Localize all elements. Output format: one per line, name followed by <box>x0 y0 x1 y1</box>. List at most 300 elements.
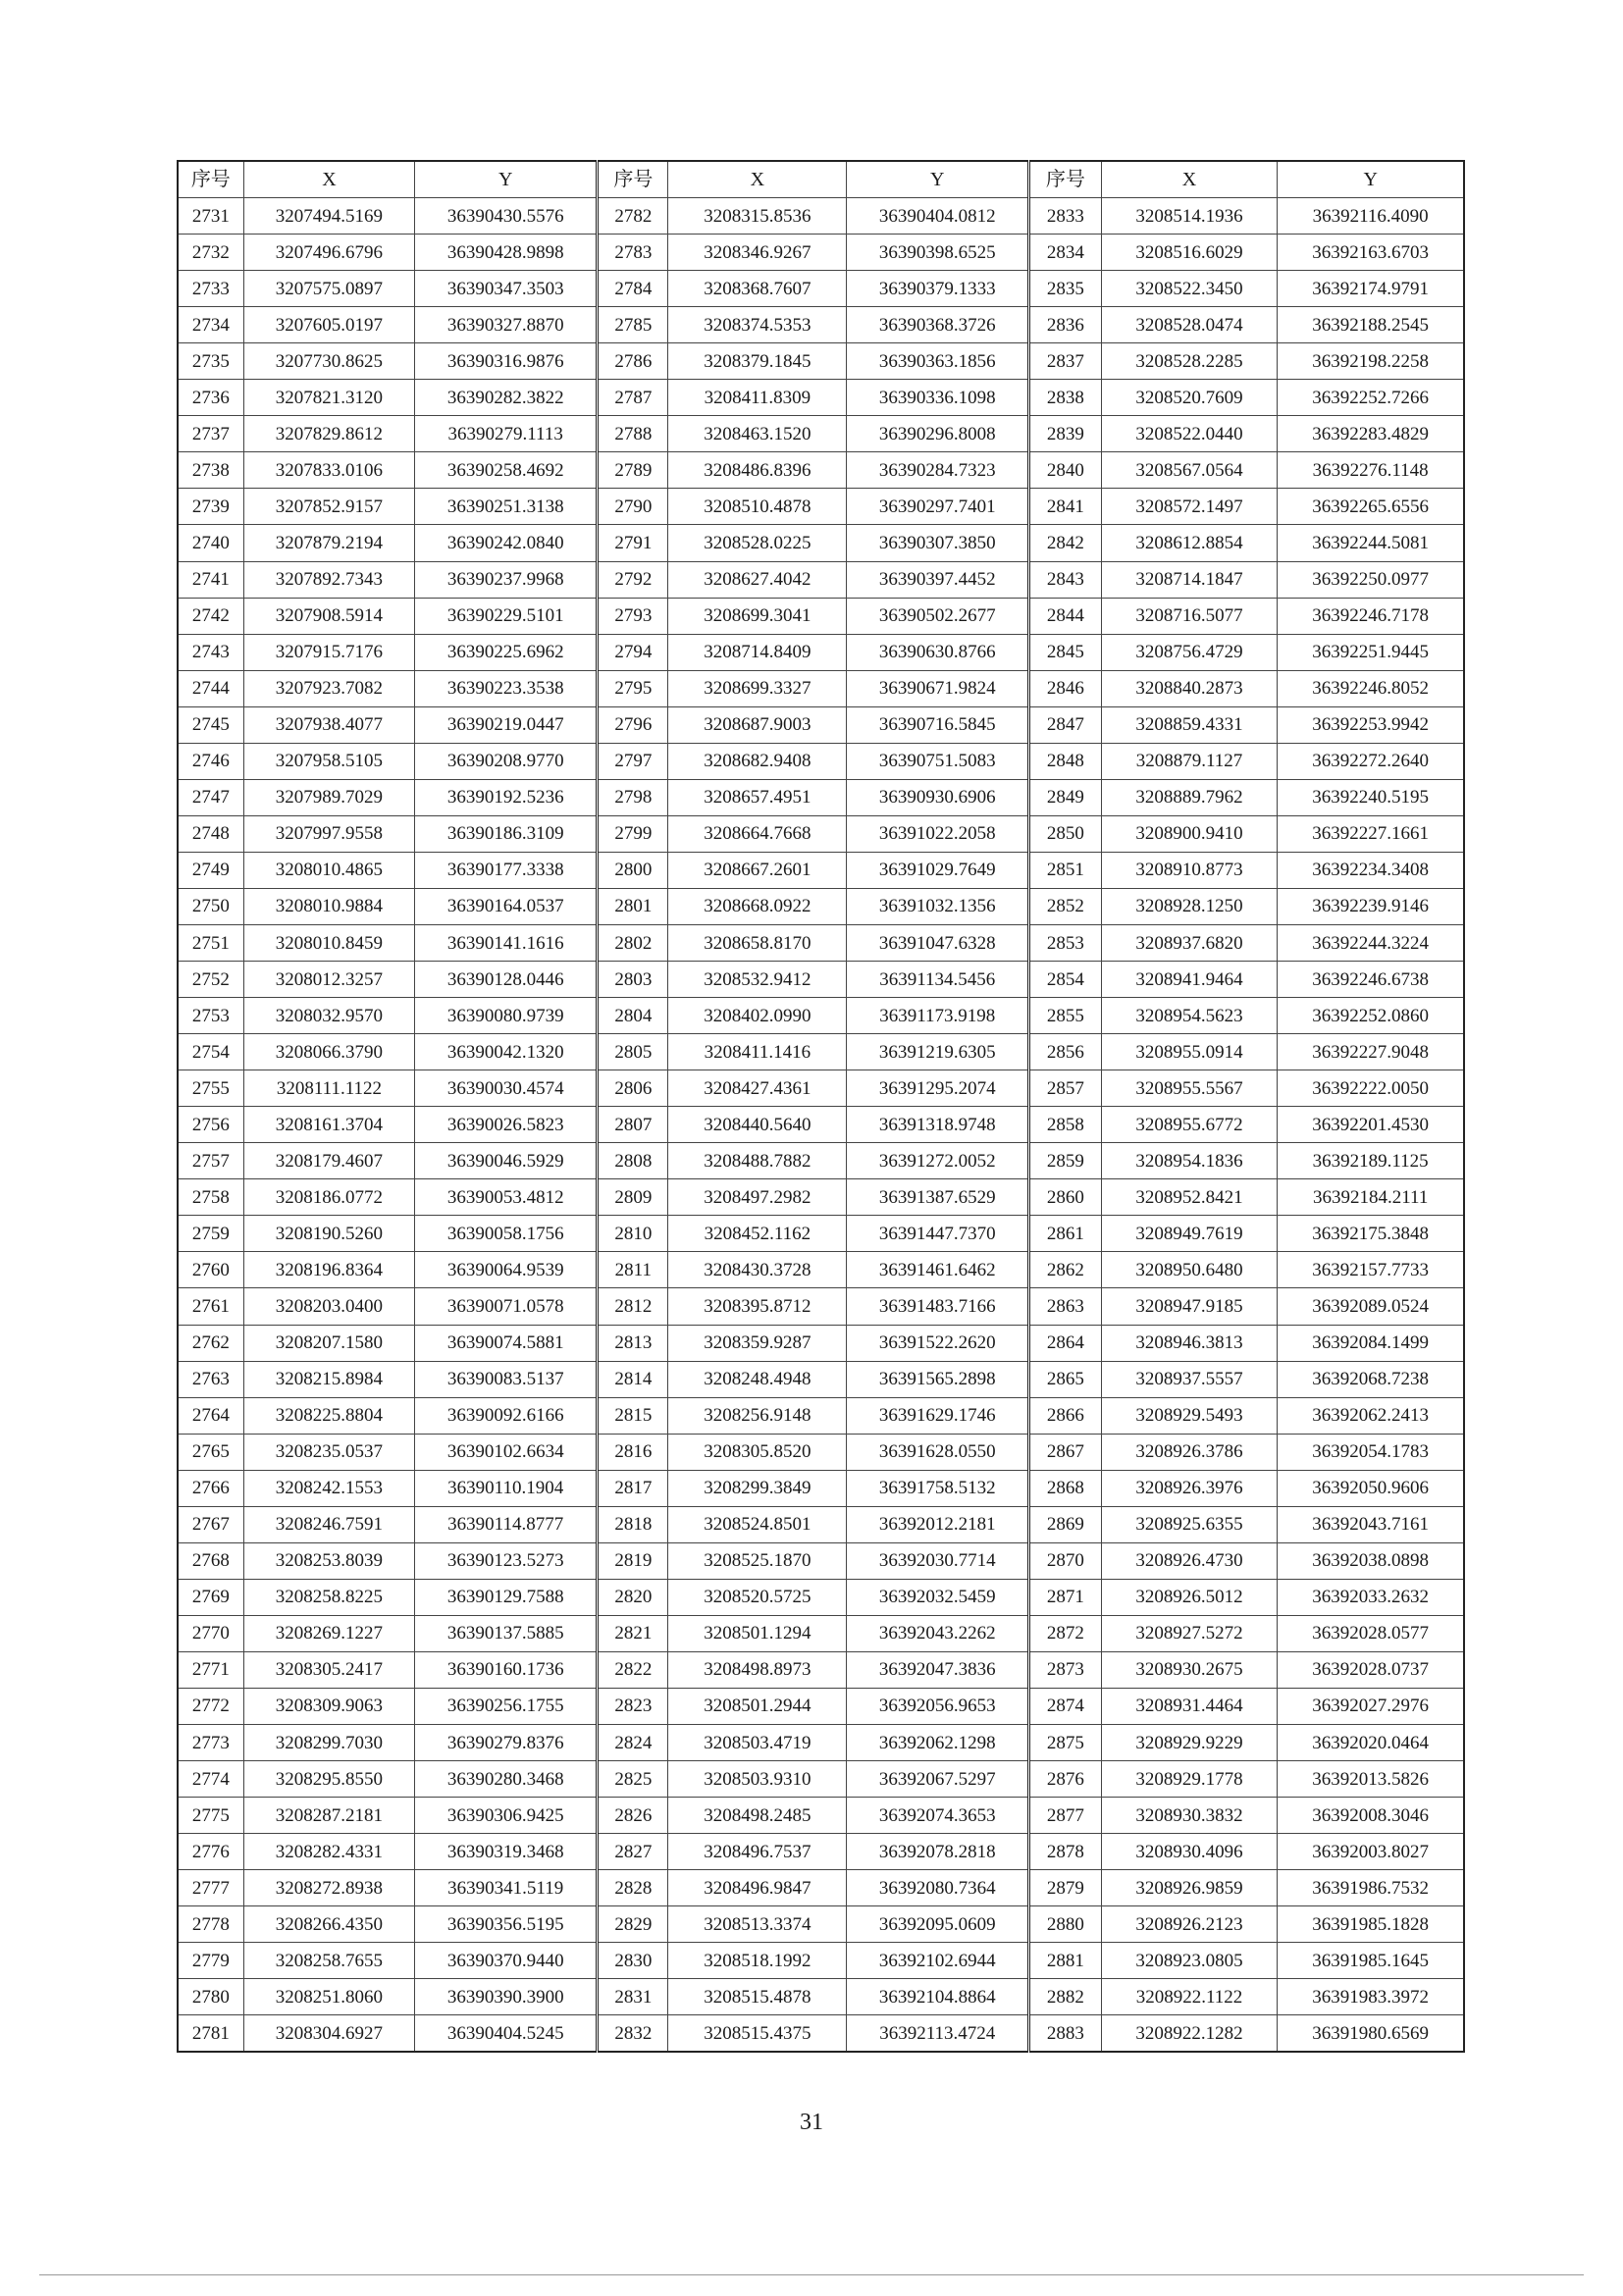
cell-x: 3208010.9884 <box>243 888 415 924</box>
cell-y: 36390716.5845 <box>847 706 1029 743</box>
cell-y: 36391134.5456 <box>847 962 1029 998</box>
cell-y: 36390092.6166 <box>415 1397 598 1434</box>
cell-y: 36392246.8052 <box>1278 670 1464 706</box>
cell-index: 2878 <box>1029 1834 1101 1870</box>
cell-index: 2781 <box>178 2015 243 2053</box>
cell-index: 2854 <box>1029 962 1101 998</box>
cell-y: 36390129.7588 <box>415 1579 598 1615</box>
cell-x: 3208687.9003 <box>668 706 847 743</box>
header-x: X <box>668 161 847 198</box>
cell-x: 3208304.6927 <box>243 2015 415 2053</box>
cell-x: 3208955.5567 <box>1101 1070 1278 1107</box>
table-row <box>178 1943 1464 1979</box>
cell-y: 36390186.3109 <box>415 815 598 852</box>
table-row <box>178 1470 1464 1506</box>
cell-x: 3207879.2194 <box>243 525 415 561</box>
table-row <box>178 1325 1464 1361</box>
cell-index: 2797 <box>598 743 668 779</box>
cell-index: 2783 <box>598 235 668 271</box>
cell-y: 36392104.8864 <box>847 1979 1029 2015</box>
cell-y: 36391983.3972 <box>1278 1979 1464 2015</box>
cell-y: 36392028.0737 <box>1278 1651 1464 1688</box>
table-row <box>178 1906 1464 1943</box>
cell-x: 3208066.3790 <box>243 1034 415 1070</box>
cell-index: 2765 <box>178 1434 243 1470</box>
cell-x: 3208513.3374 <box>668 1906 847 1943</box>
cell-x: 3208567.0564 <box>1101 452 1278 489</box>
cell-index: 2753 <box>178 998 243 1034</box>
cell-index: 2785 <box>598 307 668 343</box>
cell-x: 3208207.1580 <box>243 1325 415 1361</box>
cell-y: 36390630.8766 <box>847 634 1029 670</box>
cell-y: 36392033.2632 <box>1278 1579 1464 1615</box>
cell-y: 36392028.0577 <box>1278 1615 1464 1651</box>
table-row <box>178 1143 1464 1179</box>
cell-x: 3208714.1847 <box>1101 561 1278 598</box>
cell-index: 2859 <box>1029 1143 1101 1179</box>
header-index: 序号 <box>1029 161 1101 198</box>
cell-y: 36390327.8870 <box>415 307 598 343</box>
table-row <box>178 852 1464 888</box>
cell-index: 2873 <box>1029 1651 1101 1688</box>
cell-y: 36390225.6962 <box>415 634 598 670</box>
cell-y: 36390071.0578 <box>415 1288 598 1325</box>
cell-y: 36392272.2640 <box>1278 743 1464 779</box>
table-body <box>178 198 1464 2053</box>
cell-y: 36392252.0860 <box>1278 998 1464 1034</box>
cell-x: 3208497.2982 <box>668 1179 847 1216</box>
cell-x: 3208256.9148 <box>668 1397 847 1434</box>
cell-x: 3208922.1282 <box>1101 2015 1278 2053</box>
cell-y: 36392047.3836 <box>847 1651 1029 1688</box>
cell-x: 3208930.4096 <box>1101 1834 1278 1870</box>
cell-index: 2782 <box>598 198 668 235</box>
cell-y: 36391272.0052 <box>847 1143 1029 1179</box>
cell-y: 36392080.7364 <box>847 1870 1029 1906</box>
cell-x: 3207829.8612 <box>243 416 415 452</box>
cell-y: 36390390.3900 <box>415 1979 598 2015</box>
table-row <box>178 962 1464 998</box>
cell-x: 3208309.9063 <box>243 1688 415 1724</box>
cell-y: 36392038.0898 <box>1278 1542 1464 1579</box>
cell-y: 36390237.9968 <box>415 561 598 598</box>
cell-index: 2743 <box>178 634 243 670</box>
cell-x: 3208498.2485 <box>668 1798 847 1834</box>
cell-x: 3208452.1162 <box>668 1216 847 1252</box>
cell-x: 3208248.4948 <box>668 1361 847 1397</box>
cell-y: 36392013.5826 <box>1278 1761 1464 1798</box>
table-row <box>178 235 1464 271</box>
cell-x: 3208929.1778 <box>1101 1761 1278 1798</box>
cell-y: 36391447.7370 <box>847 1216 1029 1252</box>
cell-index: 2813 <box>598 1325 668 1361</box>
cell-x: 3208927.5272 <box>1101 1615 1278 1651</box>
cell-index: 2787 <box>598 380 668 416</box>
cell-y: 36390058.1756 <box>415 1216 598 1252</box>
cell-x: 3208889.7962 <box>1101 779 1278 815</box>
cell-index: 2798 <box>598 779 668 815</box>
table-row <box>178 815 1464 852</box>
cell-index: 2850 <box>1029 815 1101 852</box>
cell-y: 36392189.1125 <box>1278 1143 1464 1179</box>
cell-y: 36390341.5119 <box>415 1870 598 1906</box>
cell-x: 3208926.5012 <box>1101 1579 1278 1615</box>
cell-index: 2750 <box>178 888 243 924</box>
table-row <box>178 452 1464 489</box>
header-y: Y <box>1278 161 1464 198</box>
cell-x: 3208929.9229 <box>1101 1725 1278 1761</box>
cell-x: 3208928.1250 <box>1101 888 1278 924</box>
cell-x: 3208368.7607 <box>668 271 847 307</box>
cell-x: 3208699.3327 <box>668 670 847 706</box>
cell-y: 36392113.4724 <box>847 2015 1029 2053</box>
cell-y: 36390404.5245 <box>415 2015 598 2053</box>
cell-x: 3208496.9847 <box>668 1870 847 1906</box>
cell-x: 3208946.3813 <box>1101 1325 1278 1361</box>
cell-y: 36390502.2677 <box>847 598 1029 634</box>
cell-y: 36390064.9539 <box>415 1252 598 1288</box>
cell-x: 3208716.5077 <box>1101 598 1278 634</box>
cell-index: 2870 <box>1029 1542 1101 1579</box>
cell-index: 2754 <box>178 1034 243 1070</box>
cell-x: 3208515.4375 <box>668 2015 847 2053</box>
cell-x: 3208510.4878 <box>668 489 847 525</box>
cell-index: 2867 <box>1029 1434 1101 1470</box>
cell-index: 2815 <box>598 1397 668 1434</box>
cell-index: 2810 <box>598 1216 668 1252</box>
cell-x: 3207852.9157 <box>243 489 415 525</box>
cell-x: 3208501.2944 <box>668 1688 847 1724</box>
cell-y: 36391173.9198 <box>847 998 1029 1034</box>
cell-index: 2757 <box>178 1143 243 1179</box>
cell-y: 36390306.9425 <box>415 1798 598 1834</box>
cell-y: 36392102.6944 <box>847 1943 1029 1979</box>
cell-y: 36391628.0550 <box>847 1434 1029 1470</box>
table-row <box>178 1252 1464 1288</box>
cell-index: 2819 <box>598 1542 668 1579</box>
cell-x: 3207605.0197 <box>243 307 415 343</box>
table-row <box>178 1798 1464 1834</box>
table-row <box>178 1361 1464 1397</box>
cell-index: 2745 <box>178 706 243 743</box>
cell-y: 36392244.5081 <box>1278 525 1464 561</box>
cell-index: 2761 <box>178 1288 243 1325</box>
cell-index: 2762 <box>178 1325 243 1361</box>
cell-y: 36390102.6634 <box>415 1434 598 1470</box>
table-row <box>178 1579 1464 1615</box>
cell-y: 36390223.3538 <box>415 670 598 706</box>
cell-x: 3208295.8550 <box>243 1761 415 1798</box>
cell-x: 3208954.1836 <box>1101 1143 1278 1179</box>
cell-x: 3208756.4729 <box>1101 634 1278 670</box>
cell-x: 3207892.7343 <box>243 561 415 598</box>
cell-x: 3208379.1845 <box>668 343 847 380</box>
cell-index: 2824 <box>598 1725 668 1761</box>
cell-x: 3208402.0990 <box>668 998 847 1034</box>
cell-index: 2861 <box>1029 1216 1101 1252</box>
cell-index: 2874 <box>1029 1688 1101 1724</box>
cell-index: 2831 <box>598 1979 668 2015</box>
cell-index: 2740 <box>178 525 243 561</box>
cell-x: 3208522.0440 <box>1101 416 1278 452</box>
cell-x: 3208657.4951 <box>668 779 847 815</box>
cell-index: 2792 <box>598 561 668 598</box>
cell-x: 3208524.8501 <box>668 1506 847 1542</box>
cell-index: 2829 <box>598 1906 668 1943</box>
table-row <box>178 1725 1464 1761</box>
cell-index: 2784 <box>598 271 668 307</box>
cell-y: 36392020.0464 <box>1278 1725 1464 1761</box>
cell-x: 3208954.5623 <box>1101 998 1278 1034</box>
cell-y: 36392265.6556 <box>1278 489 1464 525</box>
cell-y: 36392252.7266 <box>1278 380 1464 416</box>
cell-x: 3208440.5640 <box>668 1107 847 1143</box>
cell-y: 36390251.3138 <box>415 489 598 525</box>
cell-y: 36390110.1904 <box>415 1470 598 1506</box>
cell-y: 36390316.9876 <box>415 343 598 380</box>
cell-x: 3208503.9310 <box>668 1761 847 1798</box>
cell-index: 2796 <box>598 706 668 743</box>
cell-x: 3207938.4077 <box>243 706 415 743</box>
cell-y: 36390160.1736 <box>415 1651 598 1688</box>
cell-y: 36392174.9791 <box>1278 271 1464 307</box>
cell-y: 36392089.0524 <box>1278 1288 1464 1325</box>
table-row <box>178 1688 1464 1724</box>
cell-index: 2882 <box>1029 1979 1101 2015</box>
cell-x: 3208010.8459 <box>243 924 415 961</box>
cell-x: 3208374.5353 <box>668 307 847 343</box>
cell-x: 3208925.6355 <box>1101 1506 1278 1542</box>
table-row <box>178 888 1464 924</box>
cell-y: 36392234.3408 <box>1278 852 1464 888</box>
cell-y: 36392043.2262 <box>847 1615 1029 1651</box>
cell-index: 2875 <box>1029 1725 1101 1761</box>
cell-y: 36392012.2181 <box>847 1506 1029 1542</box>
cell-y: 36392246.7178 <box>1278 598 1464 634</box>
cell-y: 36391565.2898 <box>847 1361 1029 1397</box>
cell-index: 2851 <box>1029 852 1101 888</box>
cell-x: 3208937.6820 <box>1101 924 1278 961</box>
cell-y: 36390164.0537 <box>415 888 598 924</box>
cell-index: 2855 <box>1029 998 1101 1034</box>
page-number: 31 <box>800 2110 823 2135</box>
cell-index: 2864 <box>1029 1325 1101 1361</box>
cell-x: 3208627.4042 <box>668 561 847 598</box>
cell-y: 36391032.1356 <box>847 888 1029 924</box>
cell-index: 2746 <box>178 743 243 779</box>
cell-index: 2814 <box>598 1361 668 1397</box>
cell-x: 3208930.3832 <box>1101 1798 1278 1834</box>
cell-x: 3208258.7655 <box>243 1943 415 1979</box>
cell-y: 36391022.2058 <box>847 815 1029 852</box>
cell-y: 36392056.9653 <box>847 1688 1029 1724</box>
cell-y: 36391985.1828 <box>1278 1906 1464 1943</box>
header-y: Y <box>847 161 1029 198</box>
cell-x: 3208922.1122 <box>1101 1979 1278 2015</box>
cell-y: 36392227.1661 <box>1278 815 1464 852</box>
cell-y: 36390428.9898 <box>415 235 598 271</box>
cell-x: 3207730.8625 <box>243 343 415 380</box>
cell-index: 2863 <box>1029 1288 1101 1325</box>
cell-y: 36391629.1746 <box>847 1397 1029 1434</box>
cell-y: 36390208.9770 <box>415 743 598 779</box>
cell-y: 36390430.5576 <box>415 198 598 235</box>
cell-index: 2817 <box>598 1470 668 1506</box>
cell-index: 2853 <box>1029 924 1101 961</box>
cell-y: 36390026.5823 <box>415 1107 598 1143</box>
cell-x: 3208346.9267 <box>668 235 847 271</box>
cell-x: 3208501.1294 <box>668 1615 847 1651</box>
cell-index: 2838 <box>1029 380 1101 416</box>
cell-index: 2790 <box>598 489 668 525</box>
table-row <box>178 2015 1464 2053</box>
cell-index: 2776 <box>178 1834 243 1870</box>
cell-y: 36392032.5459 <box>847 1579 1029 1615</box>
cell-y: 36392043.7161 <box>1278 1506 1464 1542</box>
cell-index: 2881 <box>1029 1943 1101 1979</box>
cell-index: 2771 <box>178 1651 243 1688</box>
table-row <box>178 998 1464 1034</box>
cell-x: 3208411.1416 <box>668 1034 847 1070</box>
cell-x: 3207915.7176 <box>243 634 415 670</box>
cell-index: 2842 <box>1029 525 1101 561</box>
table-row <box>178 1870 1464 1906</box>
cell-index: 2731 <box>178 198 243 235</box>
cell-x: 3207821.3120 <box>243 380 415 416</box>
cell-y: 36390751.5083 <box>847 743 1029 779</box>
cell-y: 36390930.6906 <box>847 779 1029 815</box>
cell-index: 2775 <box>178 1798 243 1834</box>
cell-index: 2748 <box>178 815 243 852</box>
cell-index: 2837 <box>1029 343 1101 380</box>
cell-x: 3208926.4730 <box>1101 1542 1278 1579</box>
cell-y: 36390279.1113 <box>415 416 598 452</box>
cell-index: 2734 <box>178 307 243 343</box>
cell-y: 36390123.5273 <box>415 1542 598 1579</box>
cell-index: 2862 <box>1029 1252 1101 1288</box>
cell-index: 2856 <box>1029 1034 1101 1070</box>
cell-y: 36392175.3848 <box>1278 1216 1464 1252</box>
cell-x: 3208305.2417 <box>243 1651 415 1688</box>
cell-y: 36390141.1616 <box>415 924 598 961</box>
cell-y: 36390074.5881 <box>415 1325 598 1361</box>
cell-index: 2794 <box>598 634 668 670</box>
cell-y: 36392244.3224 <box>1278 924 1464 961</box>
cell-x: 3208572.1497 <box>1101 489 1278 525</box>
bottom-divider <box>39 2274 1584 2275</box>
cell-y: 36392062.1298 <box>847 1725 1029 1761</box>
cell-index: 2769 <box>178 1579 243 1615</box>
cell-x: 3208282.4331 <box>243 1834 415 1870</box>
cell-y: 36390128.0446 <box>415 962 598 998</box>
cell-x: 3208032.9570 <box>243 998 415 1034</box>
cell-y: 36390284.7323 <box>847 452 1029 489</box>
cell-y: 36392116.4090 <box>1278 198 1464 235</box>
table-row <box>178 598 1464 634</box>
table-row <box>178 1434 1464 1470</box>
cell-y: 36391986.7532 <box>1278 1870 1464 1906</box>
cell-y: 36390671.9824 <box>847 670 1029 706</box>
cell-x: 3208503.4719 <box>668 1725 847 1761</box>
cell-x: 3208926.9859 <box>1101 1870 1278 1906</box>
cell-y: 36390137.5885 <box>415 1615 598 1651</box>
cell-index: 2860 <box>1029 1179 1101 1216</box>
cell-x: 3208532.9412 <box>668 962 847 998</box>
cell-index: 2834 <box>1029 235 1101 271</box>
cell-index: 2738 <box>178 452 243 489</box>
cell-index: 2733 <box>178 271 243 307</box>
cell-y: 36392276.1148 <box>1278 452 1464 489</box>
table-row <box>178 1107 1464 1143</box>
cell-index: 2844 <box>1029 598 1101 634</box>
cell-index: 2756 <box>178 1107 243 1143</box>
cell-x: 3208315.8536 <box>668 198 847 235</box>
cell-index: 2742 <box>178 598 243 634</box>
cell-index: 2805 <box>598 1034 668 1070</box>
cell-x: 3208430.3728 <box>668 1252 847 1288</box>
cell-x: 3208427.4361 <box>668 1070 847 1107</box>
cell-index: 2806 <box>598 1070 668 1107</box>
cell-index: 2791 <box>598 525 668 561</box>
cell-y: 36392201.4530 <box>1278 1107 1464 1143</box>
cell-y: 36390053.4812 <box>415 1179 598 1216</box>
cell-x: 3208952.8421 <box>1101 1179 1278 1216</box>
cell-index: 2773 <box>178 1725 243 1761</box>
cell-x: 3208518.1992 <box>668 1943 847 1979</box>
cell-y: 36390256.1755 <box>415 1688 598 1724</box>
cell-index: 2835 <box>1029 271 1101 307</box>
cell-index: 2880 <box>1029 1906 1101 1943</box>
cell-y: 36391483.7166 <box>847 1288 1029 1325</box>
header-y: Y <box>415 161 598 198</box>
cell-x: 3208955.0914 <box>1101 1034 1278 1070</box>
cell-index: 2840 <box>1029 452 1101 489</box>
cell-x: 3208525.1870 <box>668 1542 847 1579</box>
cell-x: 3208937.5557 <box>1101 1361 1278 1397</box>
cell-y: 36392050.9606 <box>1278 1470 1464 1506</box>
cell-x: 3208947.9185 <box>1101 1288 1278 1325</box>
cell-x: 3208186.0772 <box>243 1179 415 1216</box>
cell-x: 3208196.8364 <box>243 1252 415 1288</box>
cell-x: 3208287.2181 <box>243 1798 415 1834</box>
cell-y: 36392078.2818 <box>847 1834 1029 1870</box>
cell-index: 2764 <box>178 1397 243 1434</box>
cell-y: 36390282.3822 <box>415 380 598 416</box>
cell-x: 3208714.8409 <box>668 634 847 670</box>
cell-x: 3208486.8396 <box>668 452 847 489</box>
cell-x: 3208926.2123 <box>1101 1906 1278 1943</box>
cell-y: 36392074.3653 <box>847 1798 1029 1834</box>
cell-y: 36390046.5929 <box>415 1143 598 1179</box>
cell-y: 36391461.6462 <box>847 1252 1029 1288</box>
cell-x: 3208950.6480 <box>1101 1252 1278 1288</box>
cell-y: 36391522.2620 <box>847 1325 1029 1361</box>
cell-y: 36391029.7649 <box>847 852 1029 888</box>
cell-index: 2751 <box>178 924 243 961</box>
cell-y: 36390280.3468 <box>415 1761 598 1798</box>
cell-index: 2866 <box>1029 1397 1101 1434</box>
cell-y: 36391295.2074 <box>847 1070 1029 1107</box>
cell-index: 2804 <box>598 998 668 1034</box>
cell-x: 3208190.5260 <box>243 1216 415 1252</box>
cell-index: 2788 <box>598 416 668 452</box>
cell-index: 2846 <box>1029 670 1101 706</box>
cell-index: 2807 <box>598 1107 668 1143</box>
cell-y: 36391318.9748 <box>847 1107 1029 1143</box>
cell-y: 36390370.9440 <box>415 1943 598 1979</box>
cell-x: 3208496.7537 <box>668 1834 847 1870</box>
cell-index: 2857 <box>1029 1070 1101 1107</box>
